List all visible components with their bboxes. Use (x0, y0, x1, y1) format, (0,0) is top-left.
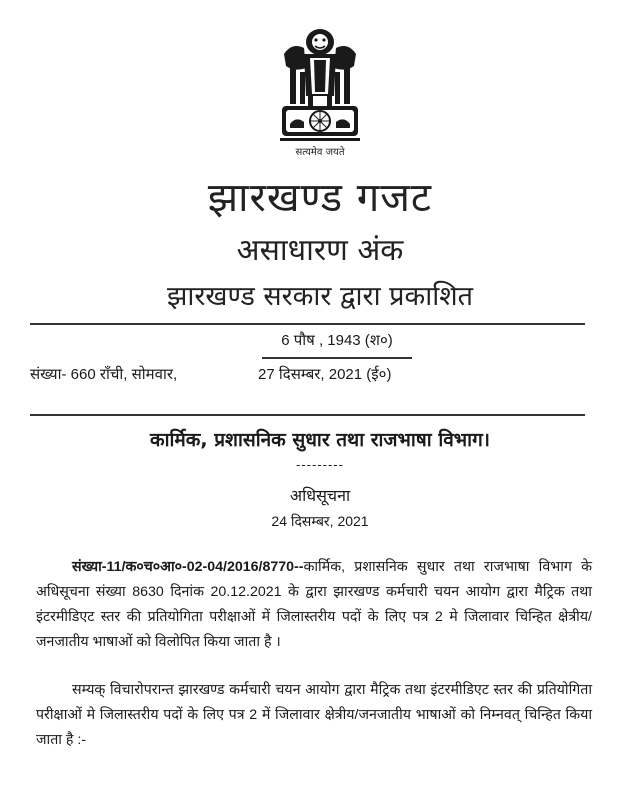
gregorian-date: 27 दिसम्बर, 2021 (ई०) (258, 366, 392, 383)
divider-bottom (30, 414, 585, 416)
gazette-subtitle: असाधारण अंक (236, 233, 404, 268)
paragraph-1-text: कार्मिक, प्रशासनिक सुधार तथा राजभाषा विभाग के अधिसूचना संख्या 8630 दिनांक 20.12.2021 के द्वारा झारखण्ड कर्मचारी चयन आयोग द्वारा मैट्रिक तथा इंटरमीडिएट स्तर की प्रतियोगिता परीक्षाओं में जिलास्तरीय पदों के लिए पत्र 2 मे जिलावार चिन्हित क्षेत्रीय/जनजातीय भाषाओं को विलोपित किया जाता है । (36, 559, 592, 650)
separator-dashes: --------- (296, 458, 344, 472)
paragraph-1 (36, 555, 592, 655)
reference-number: संख्या-11/क०च०आ०-02-04/2016/8770-- (72, 559, 304, 575)
notification-date: 24 दिसम्बर, 2021 (271, 513, 369, 529)
emblem-motto: सत्यमेव जयते (295, 147, 345, 158)
issue-number: संख्या- 660 राँची, सोमवार, (30, 366, 178, 383)
date-fraction-line (262, 357, 412, 359)
divider-top (30, 323, 585, 325)
gazette-title: झारखण्ड गजट (207, 175, 433, 221)
paragraph-2: सम्यक् विचारोपरान्त झारखण्ड कर्मचारी चयन आयोग द्वारा मैट्रिक तथा इंटरमीडिएट स्तर की प्रतियोगिता परीक्षाओं मे जिलास्तरीय पदों के लिए पत्र 2 में जिलावार क्षेत्रीय/जनजातीय भाषाओं को निम्नवत् चिन्हित किया जाता है :- (36, 682, 592, 748)
saka-date: 6 पौष , 1943 (श०) (281, 332, 393, 349)
national-emblem-icon (270, 24, 370, 152)
publisher-line: झारखण्ड सरकार द्वारा प्रकाशित (166, 281, 473, 312)
department-heading: कार्मिक, प्रशासनिक सुधार तथा राजभाषा विभाग। (150, 429, 490, 451)
notification-heading: अधिसूचना (289, 486, 351, 505)
